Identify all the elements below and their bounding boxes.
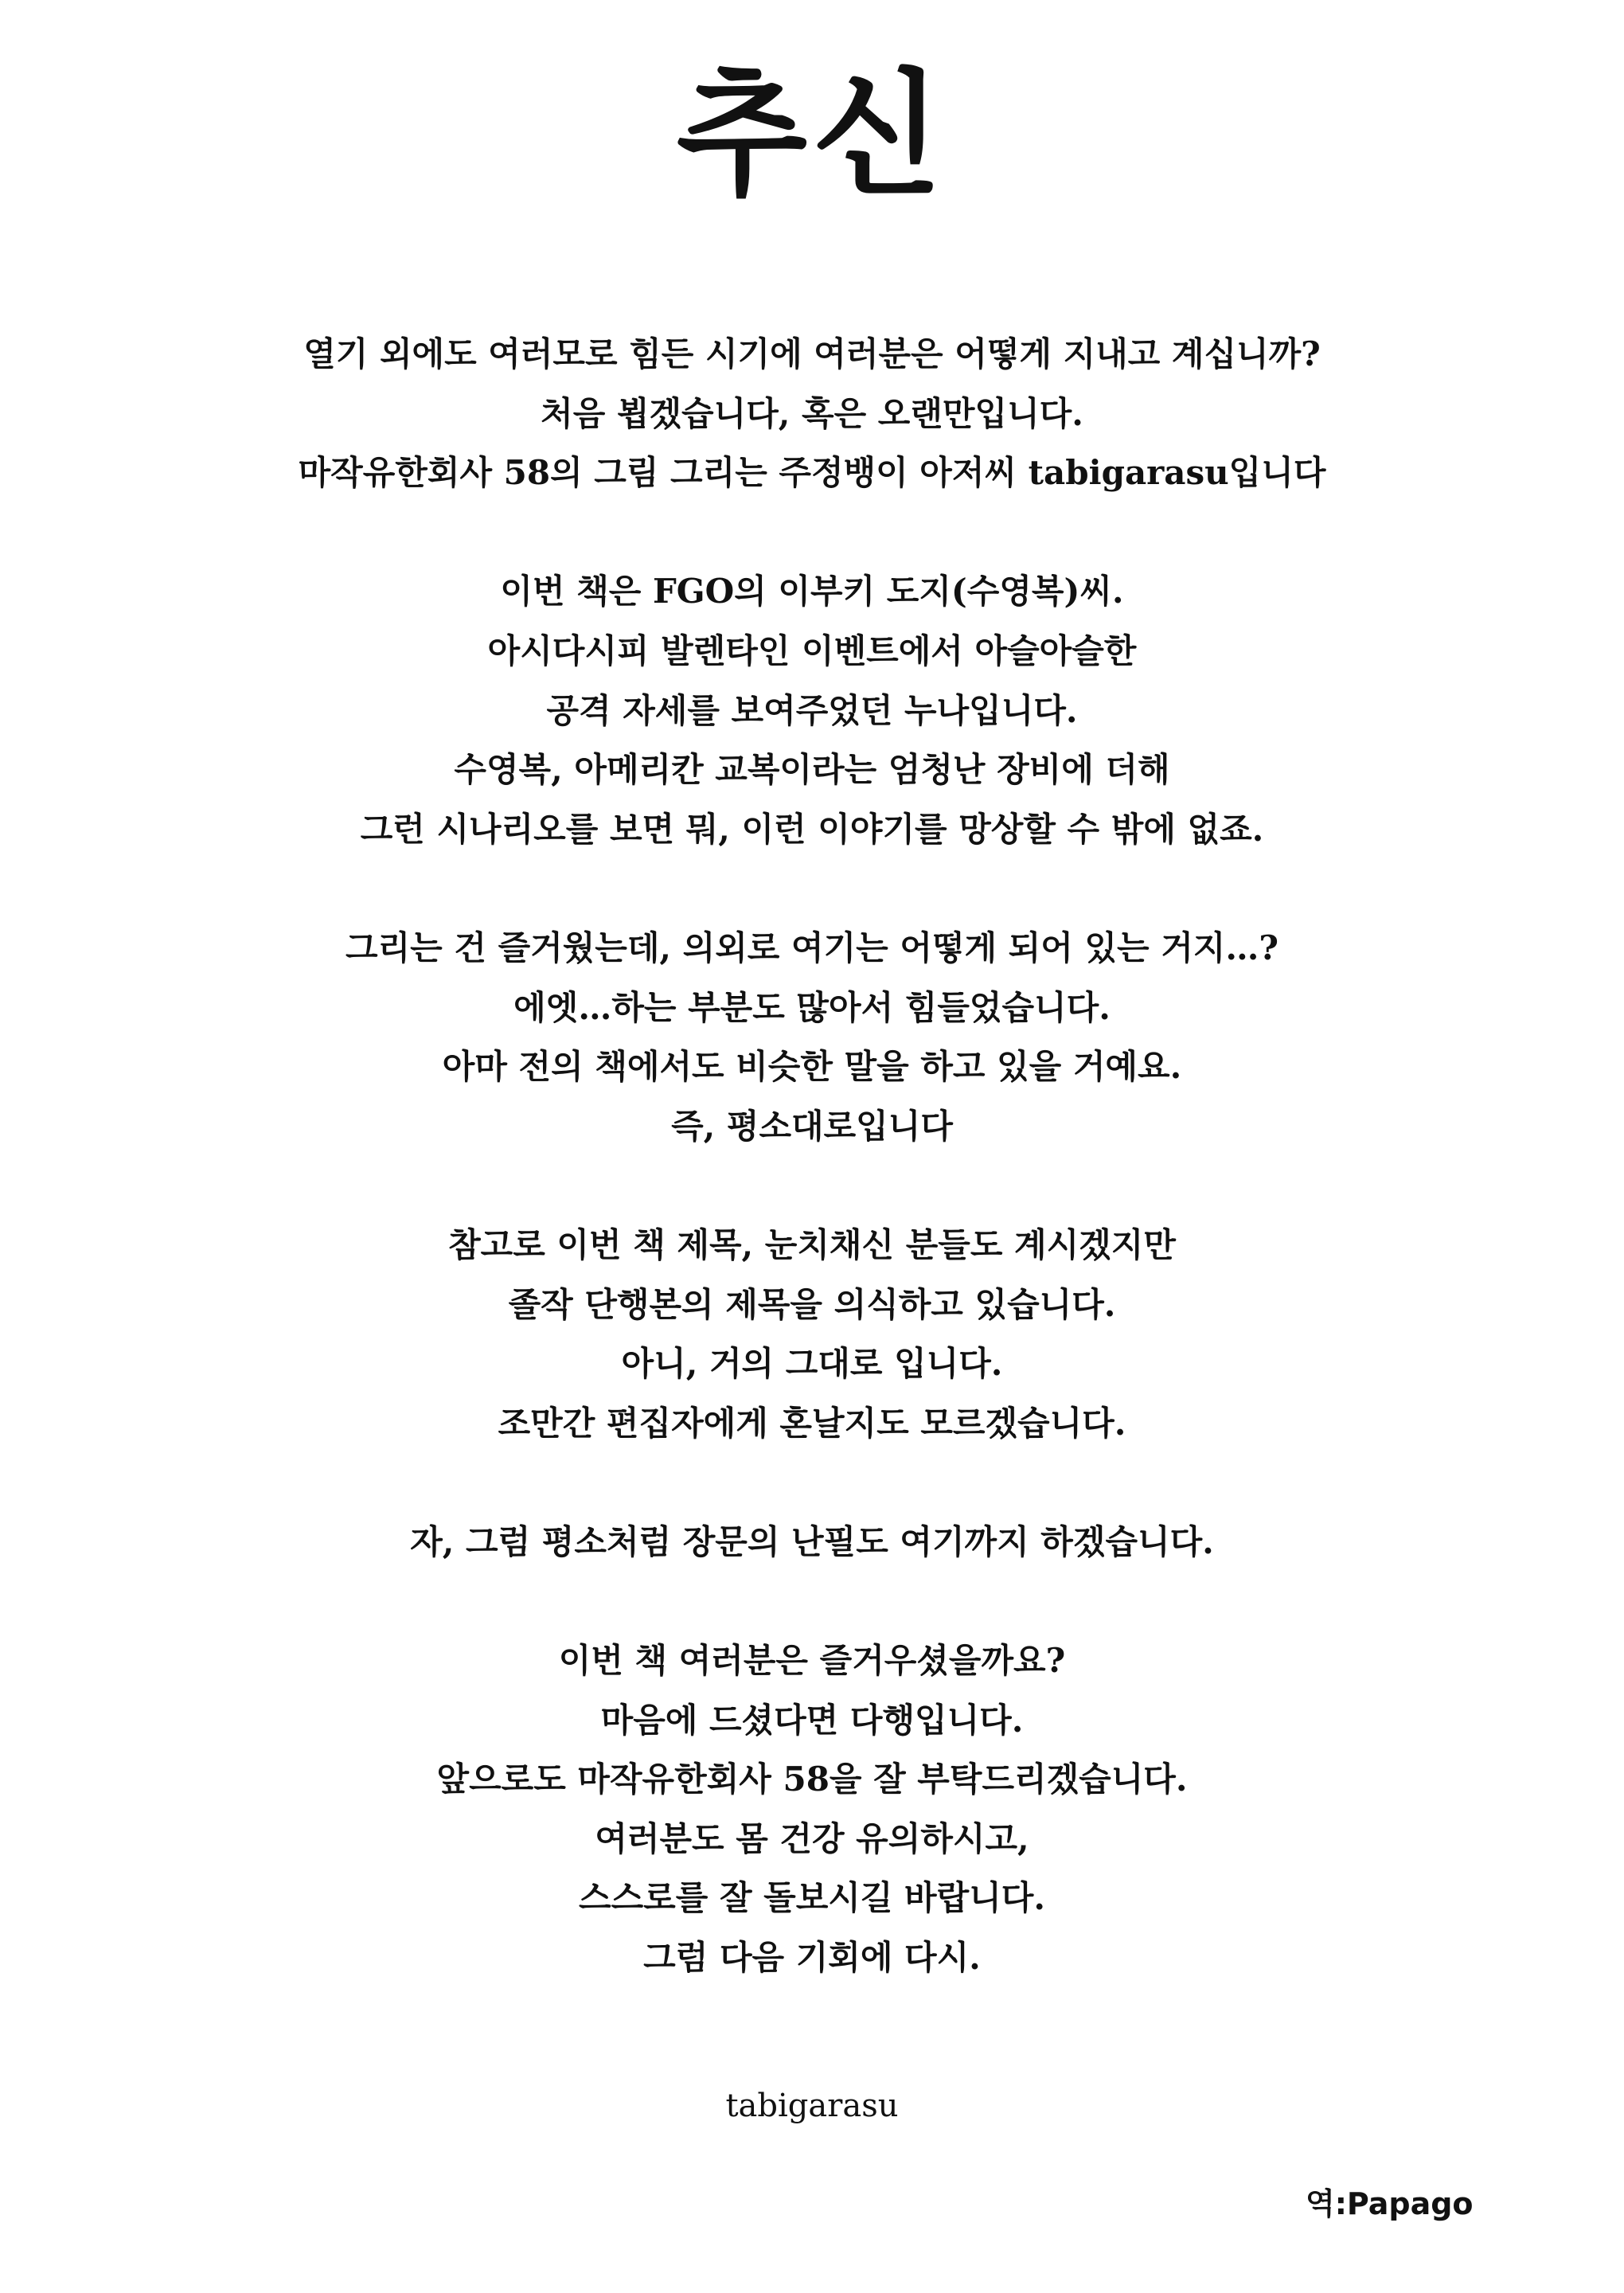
paragraph-spacer <box>0 1572 1624 1631</box>
text-line: 조만간 편집자에게 혼날지도 모르겠습니다. <box>498 1403 1126 1443</box>
text-line: 참고로 이번 책 제목, 눈치채신 분들도 계시겠지만 <box>448 1225 1176 1264</box>
paragraph-greeting <box>0 325 1624 503</box>
text-line: 그리는 건 즐거웠는데, 의외로 여기는 어떻게 되어 있는 거지…? <box>345 928 1279 967</box>
text-line: 이번 책은 FGO의 이부키 도지(수영복)씨. <box>500 572 1124 611</box>
text-line: 마작유한회사 58의 그림 그리는 주정뱅이 아저씨 tabigarasu입니다 <box>298 453 1326 493</box>
text-line: 열기 외에도 여러모로 힘든 시기에 여러분은 어떻게 지내고 계십니까? <box>303 334 1321 373</box>
text-line: 앞으로도 마작유한회사 58을 잘 부탁드리겠습니다. <box>436 1760 1188 1799</box>
page-title: 추신 <box>676 57 948 214</box>
text-line: 아니, 거의 그대로 입니다. <box>621 1344 1003 1384</box>
author-signature: tabigarasu <box>725 2088 899 2124</box>
text-line: 공격 자세를 보여주었던 누나입니다. <box>546 690 1078 730</box>
text-line: 이번 책 여러분은 즐거우셨을까요? <box>558 1641 1066 1681</box>
text-line: 마음에 드셨다면 다행입니다. <box>600 1700 1024 1740</box>
text-line: 그런 시나리오를 보면 뭐, 이런 이야기를 망상할 수 밖에 없죠. <box>360 809 1264 849</box>
text-line: 처음 뵙겠습니다, 혹은 오랜만입니다. <box>541 393 1083 433</box>
paragraph-spacer <box>0 503 1624 563</box>
translation-credit: 역:Papago <box>1306 2186 1474 2221</box>
paragraph-spacer <box>0 1453 1624 1513</box>
afterword-body <box>0 325 1624 1988</box>
paragraph-drawing-notes <box>0 919 1624 1156</box>
paragraph-title-note <box>0 1216 1624 1453</box>
paragraph-spacer <box>0 1156 1624 1216</box>
paragraph-book-intro <box>0 562 1624 859</box>
paragraph-closing-transition <box>0 1513 1624 1572</box>
text-line: 그럼 다음 기회에 다시. <box>643 1938 981 1978</box>
text-line: 졸작 단행본의 제목을 의식하고 있습니다. <box>508 1284 1116 1324</box>
text-line: 수영복, 아메리칸 교복이라는 엄청난 장비에 더해 <box>454 750 1170 790</box>
text-line: 자, 그럼 평소처럼 장문의 난필도 여기까지 하겠습니다. <box>410 1522 1214 1561</box>
text-line: 즉, 평소대로입니다 <box>671 1106 953 1146</box>
paragraph-farewell <box>0 1631 1624 1988</box>
text-line: 여러분도 몸 건강 유의하시고, <box>595 1818 1029 1858</box>
paragraph-spacer <box>0 859 1624 919</box>
text-line: 아시다시피 발렌타인 이벤트에서 아슬아슬한 <box>487 631 1137 670</box>
text-line: 스스로를 잘 돌보시길 바랍니다. <box>579 1878 1045 1918</box>
text-line: 에엣…하는 부분도 많아서 힘들었습니다. <box>513 987 1111 1027</box>
text-line: 아마 전의 책에서도 비슷한 말을 하고 있을 거예요. <box>442 1047 1182 1087</box>
